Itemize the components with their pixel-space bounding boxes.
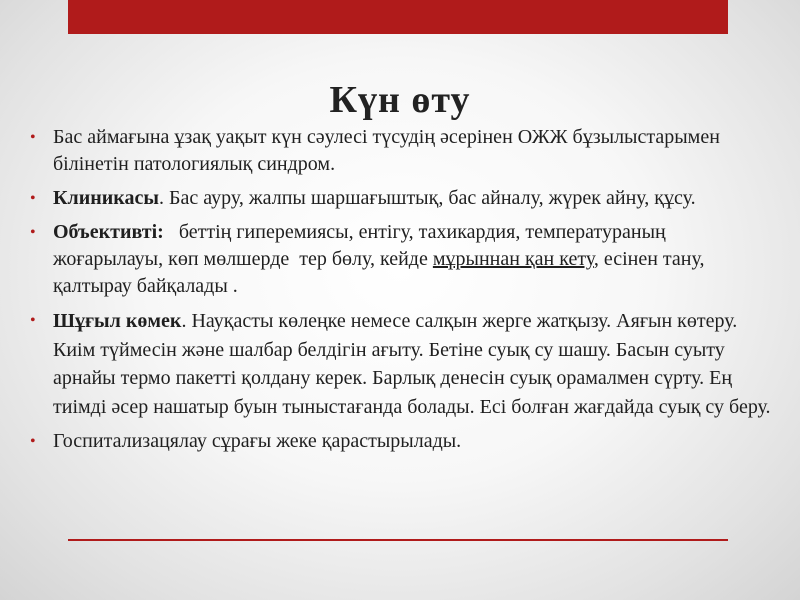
bullet-text: Бас аймағына ұзақ уақыт күн сәулесі түсудің әсерінен ОЖЖ бұзылыстарымен білінетін патологиялық синдром. xyxy=(53,126,720,175)
bullet-lead: Объективті: xyxy=(53,221,164,243)
bullet-text: Госпитализацялау сұрағы жеке қарастырылады. xyxy=(53,430,462,452)
bullet-list xyxy=(28,124,778,462)
bullet-hospitalization xyxy=(28,428,778,455)
bullet-dot-icon: • xyxy=(30,190,36,207)
bullet-objective xyxy=(28,219,778,300)
bullet-text: . Науқасты көлеңке немесе салқын жерге жатқызу. Аяғын көтеру. Киім түймесін және шалбар белдігін ағыту. Бетіне суық су шашу. Басын суыту арнайы термо пакетті қолдану керек. Барлық денесін суық орамалмен сүрту. Ең тиімді әсер нашатыр буын тыныстағанда болады. Есі болған жағдайда суық су беру. xyxy=(53,310,771,418)
bullet-dot-icon: • xyxy=(30,312,36,329)
bullet-text: . Бас ауру, жалпы шаршағыштық, бас айналу, жүрек айну, құсу. xyxy=(159,187,696,209)
bullet-dot-icon: • xyxy=(30,129,36,146)
bullet-dot-icon: • xyxy=(30,433,36,450)
bullet-lead: Шұғыл көмек xyxy=(53,310,182,332)
bullet-first-aid xyxy=(28,307,778,421)
bottom-divider xyxy=(68,539,728,541)
bullet-dot-icon: • xyxy=(30,224,36,241)
bullet-clinical xyxy=(28,185,778,212)
underlined-text: мұрыннан қан кету xyxy=(432,248,594,270)
bullet-lead: Клиникасы xyxy=(53,187,160,209)
bullet-text: беттің гиперемиясы, ентігу, тахикардия, температураның жоғарылауы, көп мөлшерде тер бөлу, кейде xyxy=(53,221,671,270)
top-accent-bar xyxy=(68,0,728,34)
slide-title: Күн өту xyxy=(329,79,471,121)
bullet-text-after: , есінен тану, қалтырау байқалады . xyxy=(53,248,705,297)
bullet-definition xyxy=(28,124,778,178)
